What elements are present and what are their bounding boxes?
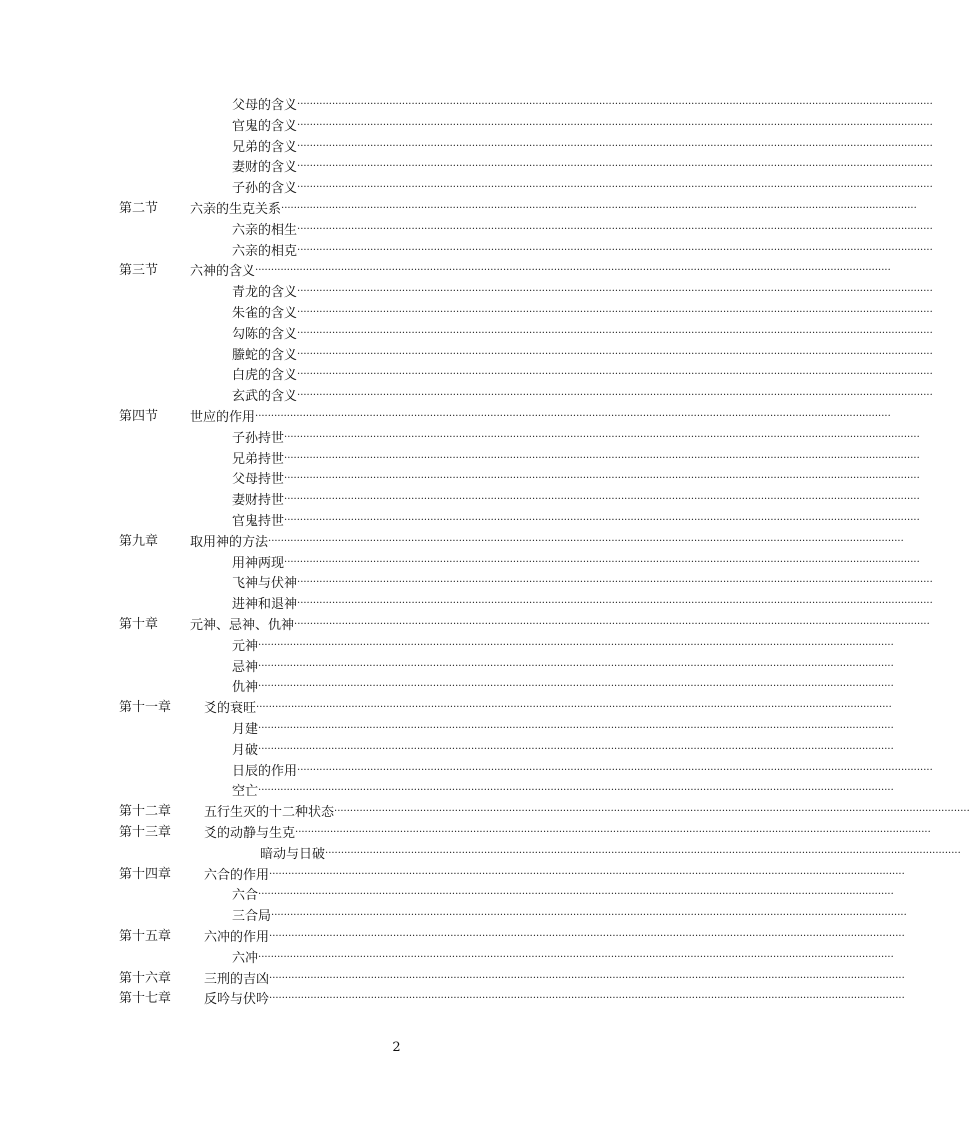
toc-subentry[interactable] <box>232 365 933 385</box>
toc-subentry[interactable] <box>260 844 961 864</box>
toc-chapter-label: 第二节 <box>119 201 159 216</box>
toc-subentry[interactable] <box>232 241 933 261</box>
toc-entry-title: 六亲的相生 <box>232 223 298 238</box>
toc-entry-title: 六神的含义 <box>190 264 256 279</box>
toc-subentry[interactable] <box>232 386 933 406</box>
toc-entry-title: 三刑的吉凶 <box>204 972 270 987</box>
dot-leader: ········································································································································································································ <box>297 120 933 131</box>
toc-subentry[interactable] <box>232 490 920 510</box>
dot-leader: ········································································································································································································ <box>269 973 905 984</box>
toc-entry-title: 六合的作用 <box>204 868 270 883</box>
toc-subentry[interactable] <box>232 220 933 240</box>
dot-leader: ········································································································································································································ <box>258 785 894 796</box>
toc-entry-title: 勾陈的含义 <box>232 327 298 342</box>
toc-chapter-entry[interactable] <box>204 989 905 1009</box>
dot-leader: ········································································································································································································ <box>284 473 920 484</box>
toc-entry-title: 妻财持世 <box>232 493 285 508</box>
toc-entry-title: 六合 <box>232 888 259 903</box>
toc-chapter-entry[interactable] <box>190 532 904 552</box>
dot-leader: ········································································································································································································ <box>258 723 894 734</box>
toc-entry-title: 月建 <box>232 722 259 737</box>
toc-subentry[interactable] <box>232 95 933 115</box>
toc-entry-title: 元神、忌神、仇神 <box>190 618 295 633</box>
toc-subentry[interactable] <box>232 469 920 489</box>
toc-entry-title: 忌神 <box>232 660 259 675</box>
toc-entry-title: 六亲的相克 <box>232 244 298 259</box>
dot-leader: ········································································································································································································ <box>284 494 920 505</box>
dot-leader: ········································································································································································································ <box>256 702 892 713</box>
dot-leader: ········································································································································································································ <box>284 432 920 443</box>
toc-subentry[interactable] <box>232 303 933 323</box>
toc-entry-title: 仇神 <box>232 680 259 695</box>
dot-leader: ········································································································································································································ <box>271 910 907 921</box>
toc-entry-title: 爻的动静与生克 <box>204 826 296 841</box>
dot-leader: ········································································································································································································ <box>297 390 933 401</box>
dot-leader: ········································································································································································································ <box>284 515 920 526</box>
dot-leader: ········································································································································································································ <box>284 453 920 464</box>
dot-leader: ········································································································································································································ <box>269 931 905 942</box>
toc-subentry[interactable] <box>232 948 894 968</box>
toc-entry-title: 三合局 <box>232 909 272 924</box>
toc-entry-title: 子孙持世 <box>232 431 285 446</box>
toc-subentry[interactable] <box>232 740 894 760</box>
toc-entry-title: 六冲的作用 <box>204 930 270 945</box>
toc-subentry[interactable] <box>232 178 933 198</box>
toc-entry-title: 白虎的含义 <box>232 368 298 383</box>
toc-subentry[interactable] <box>232 449 920 469</box>
toc-subentry[interactable] <box>232 719 894 739</box>
dot-leader: ········································································································································································································ <box>297 286 933 297</box>
dot-leader: ········································································································································································································ <box>284 557 920 568</box>
toc-entry-title: 用神两现 <box>232 556 285 571</box>
toc-chapter-entry[interactable] <box>190 407 891 427</box>
dot-leader: ········································································································································································································ <box>255 411 891 422</box>
dot-leader: ········································································································································································································ <box>297 245 933 256</box>
toc-subentry[interactable] <box>232 324 933 344</box>
toc-entry-title: 五行生灭的十二种状态 <box>204 805 335 820</box>
toc-entry-title: 空亡 <box>232 784 259 799</box>
toc-chapter-entry[interactable] <box>204 865 905 885</box>
toc-chapter-label: 第十三章 <box>119 825 172 840</box>
toc-entry-title: 爻的衰旺 <box>204 701 257 716</box>
dot-leader: ········································································································································································································ <box>258 744 894 755</box>
toc-chapter-label: 第十二章 <box>119 804 172 819</box>
dot-leader: ········································································································································································································ <box>268 536 904 547</box>
dot-leader: ········································································································································································································ <box>297 182 933 193</box>
toc-subentry[interactable] <box>232 282 933 302</box>
dot-leader: ········································································································································································································ <box>297 577 933 588</box>
toc-entry-title: 元神 <box>232 639 259 654</box>
toc-subentry[interactable] <box>232 137 933 157</box>
toc-entry-title: 日辰的作用 <box>232 764 298 779</box>
toc-entry-title: 官鬼的含义 <box>232 119 298 134</box>
toc-entry-title: 飞神与伏神 <box>232 576 298 591</box>
toc-chapter-label: 第十七章 <box>119 991 172 1006</box>
toc-chapter-entry[interactable] <box>204 698 892 718</box>
toc-subentry[interactable] <box>232 345 933 365</box>
toc-subentry[interactable] <box>232 657 894 677</box>
dot-leader: ········································································································································································································ <box>255 265 891 276</box>
toc-chapter-entry[interactable] <box>190 261 891 281</box>
toc-entry-title: 暗动与日破 <box>260 847 326 862</box>
dot-leader: ········································································································································································································ <box>269 869 905 880</box>
toc-subentry[interactable] <box>232 636 894 656</box>
toc-chapter-label: 第十四章 <box>119 867 172 882</box>
dot-leader: ········································································································································································································ <box>295 827 931 838</box>
toc-subentry[interactable] <box>232 116 933 136</box>
dot-leader: ········································································································································································································ <box>269 993 905 1004</box>
toc-subentry[interactable] <box>232 428 920 448</box>
toc-chapter-entry[interactable] <box>190 199 917 219</box>
toc-subentry[interactable] <box>232 906 907 926</box>
toc-subentry[interactable] <box>232 157 933 177</box>
toc-chapter-label: 第十章 <box>119 617 159 632</box>
toc-chapter-label: 第九章 <box>119 534 159 549</box>
toc-entry-title: 取用神的方法 <box>190 535 269 550</box>
toc-subentry[interactable] <box>232 594 933 614</box>
toc-chapter-entry[interactable] <box>204 802 970 822</box>
dot-leader: ········································································································································································································ <box>258 889 894 900</box>
toc-entry-title: 螣蛇的含义 <box>232 348 298 363</box>
toc-entry-title: 反吟与伏吟 <box>204 992 270 1007</box>
toc-subentry[interactable] <box>232 885 894 905</box>
toc-chapter-label: 第四节 <box>119 409 159 424</box>
toc-subentry[interactable] <box>232 781 894 801</box>
dot-leader: ········································································································································································································ <box>297 99 933 110</box>
toc-entry-title: 朱雀的含义 <box>232 306 298 321</box>
page-number: 2 <box>392 1040 401 1055</box>
toc-entry-title: 兄弟的含义 <box>232 140 298 155</box>
toc-entry-title: 兄弟持世 <box>232 452 285 467</box>
dot-leader: ········································································································································································································ <box>258 661 894 672</box>
toc-entry-title: 世应的作用 <box>190 410 256 425</box>
dot-leader: ········································································································································································································ <box>297 598 933 609</box>
dot-leader: ········································································································································································································ <box>297 161 933 172</box>
toc-entry-title: 父母持世 <box>232 472 285 487</box>
toc-chapter-label: 第十一章 <box>119 700 172 715</box>
toc-subentry[interactable] <box>232 553 920 573</box>
dot-leader: ········································································································································································································ <box>297 765 933 776</box>
toc-subentry[interactable] <box>232 573 933 593</box>
toc-entry-title: 月破 <box>232 743 259 758</box>
dot-leader: ········································································································································································································ <box>281 203 917 214</box>
toc-chapter-entry[interactable] <box>190 615 930 635</box>
toc-subentry[interactable] <box>232 677 894 697</box>
toc-entry-title: 父母的含义 <box>232 98 298 113</box>
toc-entry-title: 官鬼持世 <box>232 514 285 529</box>
toc-chapter-label: 第十五章 <box>119 929 172 944</box>
toc-chapter-entry[interactable] <box>204 969 905 989</box>
toc-entry-title: 妻财的含义 <box>232 160 298 175</box>
dot-leader: ········································································································································································································ <box>325 848 961 859</box>
toc-entry-title: 玄武的含义 <box>232 389 298 404</box>
toc-chapter-label: 第三节 <box>119 263 159 278</box>
dot-leader: ········································································································································································································ <box>297 224 933 235</box>
dot-leader: ········································································································································································································ <box>258 952 894 963</box>
dot-leader: ········································································································································································································ <box>258 681 894 692</box>
toc-subentry[interactable] <box>232 761 933 781</box>
toc-chapter-entry[interactable] <box>204 927 905 947</box>
toc-chapter-entry[interactable] <box>204 823 931 843</box>
toc-entry-title: 六亲的生克关系 <box>190 202 282 217</box>
dot-leader: ········································································································································································································ <box>297 307 933 318</box>
toc-entry-title: 青龙的含义 <box>232 285 298 300</box>
dot-leader: ········································································································································································································ <box>297 369 933 380</box>
toc-chapter-label: 第十六章 <box>119 971 172 986</box>
dot-leader: ········································································································································································································ <box>297 141 933 152</box>
dot-leader: ········································································································································································································ <box>297 349 933 360</box>
toc-entry-title: 进神和退神 <box>232 597 298 612</box>
dot-leader: ········································································································································································································ <box>294 619 930 630</box>
toc-subentry[interactable] <box>232 511 920 531</box>
toc-entry-title: 六冲 <box>232 951 259 966</box>
dot-leader: ········································································································································································································ <box>297 328 933 339</box>
toc-entry-title: 子孙的含义 <box>232 181 298 196</box>
dot-leader: ········································································································································································································ <box>258 640 894 651</box>
dot-leader: ········································································································································································································ <box>334 806 970 817</box>
